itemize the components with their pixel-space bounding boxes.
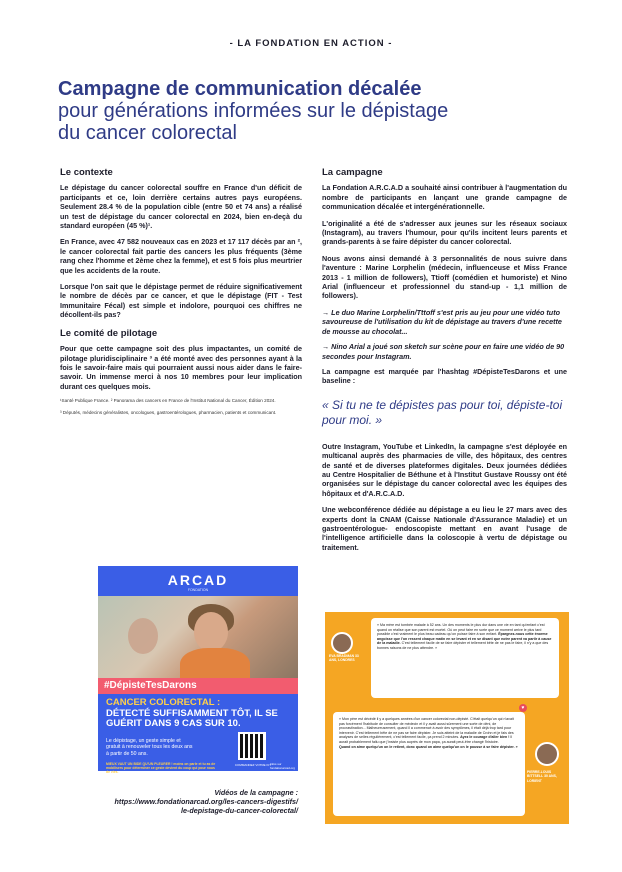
left-column <box>60 168 302 416</box>
videos-url-line1[interactable]: https://www.fondationarcad.org/les-cancers-digestifs/ <box>114 797 298 807</box>
videos-caption <box>80 788 298 816</box>
footnote-2: ³ Députés, médecins généralistes, oncologues, gastroentérologues, pharmacien, patients et communicant. <box>60 410 277 416</box>
testimonials-panel <box>325 612 569 824</box>
campagne-item-1: → Le duo Marine Lorphelin/Tttoff s'est pris au jeu pour une vidéo tuto savoureuse de l'utilisation du kit de dépistage au travers d'une recette de mousse au chocolat... <box>322 307 562 336</box>
poster-person-background <box>128 618 158 654</box>
heading-campagne: La campagne <box>322 167 383 178</box>
contexte-paragraph-3: Lorsque l'on sait que le dépistage permet de réduire significativement le nombre de décès par ce cancer, et que le dépistage (FIT - Test Immunitaire Fécal) est simple et indolore, pourquoi ces chiffres ne décollent-ils pas? <box>60 282 302 320</box>
footnote-1: ¹Santé Publique France. ² Panorama des cancers en France de l'Institut National du Cancer, Édition 2024. <box>60 398 276 404</box>
contexte-paragraph-1: Le dépistage du cancer colorectal souffre en France d'un déficit de participants et ce, loin derrière certains autres pays européens. Seulement 28.4 % de la population cible (entre 50 et 74 ans) a réalisé un test de dépistage du cancer colorectal en 2024, bien en-deçà du standard européen (45 %)¹. <box>60 183 302 231</box>
testimonial-bubble-2: « Mon père est décédé il y a quelques années d'un cancer colorectal non-dépisté. C'était quelqu'un qui n'avait pas forcément l'habitude de consulter de médecin et il y avait aussi sûrement une sorte de déni, de procrastination... Malheureusement, quand il a commencé à avoir des symptômes, il était déjà trop tard pour intervenir. C'est tellement bête de ne pas se faire dépister. Je suis atteint de la maladie de Crohn et je fais des analyses de selles régulièrement, c'est tellement facile, ça prend 2 minutes. Ayez le courage d'aller bien ! Il aurait probablement fallu que j'insiste plus auprès de mon papa, ça aurait peut-être changé l'histoire. Quand on aime quelqu'un on le retient, donc quand on aime quelqu'un on le pousse à se faire dépister. » <box>333 712 525 816</box>
baseline-quote: « Si tu ne te dépistes pas pour toi, dépiste-toi pour moi. » <box>322 397 563 427</box>
title-sub-line2: du cancer colorectal <box>58 122 237 144</box>
testimonial-bubble-1: « Ma mère est tombée malade à 52 ans. Un des moments le plus dur dans une vie en tant qu'enfant c'est quand on réalise que son parent est mortel. Où on peut faire en sorte que ce moment arrive le plus tard possible c'est vraiment le plus beau cadeau qu'on puisse faire à son enfant. Épargnez-nous cette énorme angoisse que l'on ressent chaque matin en se levant et en se disant que notre parent va partir à cause de la maladie. C'est tellement facile de se faire dépister et tellement bête de ne pas le faire, il n'y a que des bonnes raisons de ne plus attendre. » <box>371 618 559 698</box>
article-title <box>58 78 578 144</box>
testimonial-tag-1: EVA BRADMAN 33 ANS, LONDRES <box>329 654 359 663</box>
qr-code-icon <box>238 732 266 760</box>
section-kicker: - LA FONDATION EN ACTION - <box>229 38 393 49</box>
poster-heading-rest: DÉTECTÉ SUFFISAMMENT TÔT, IL SE GUÉRIT DANS 9 CAS SUR 10. <box>106 707 278 729</box>
arcad-logo: ARCAD <box>167 572 229 588</box>
campagne-paragraph-4: La campagne est marquée par l'hashtag #DépisteTesDarons et une baseline : <box>322 366 567 386</box>
poster-person-face <box>194 612 228 652</box>
poster-hashtag: #DépisteTesDarons <box>98 678 298 694</box>
campagne-paragraph-1: La Fondation A.R.C.A.D a souhaité ainsi contribuer à l'augmentation du nombre de participants en lançant une grande campagne de communication décalée et intergénérationnelle. <box>322 183 567 212</box>
poster-heading <box>106 698 296 730</box>
arcad-logo-sub: FONDATION <box>187 588 209 592</box>
poster-footer-right: Infos sur fondationarcad.org <box>270 762 296 770</box>
videos-url-line2[interactable]: le-depistage-du-cancer-colorectal/ <box>180 806 298 816</box>
heading-contexte: Le contexte <box>60 167 113 178</box>
campaign-poster <box>98 566 298 774</box>
testimonial-tag-2: PIERRE-LOUIS BITTSELL 30 ANS, LORIENT <box>527 770 557 783</box>
contexte-paragraph-2: En France, avec 47 582 nouveaux cas en 2023 et 17 117 décès par an ², le cancer colorectal fait partie des cancers les plus fréquents (3ème rang chez l'homme et 2ème chez la femme), et est 5 fois plus meurtrier que les accidents de la route. <box>60 237 302 275</box>
campagne-paragraph-6: Une webconférence dédiée au dépistage a eu lieu le 27 mars avec des experts dont la CNAM (Caisse Nationale d'Assurance Maladie) et un gastroentérologue- endoscopiste mettant en avant l'usage de l'intelligence artificielle dans la coloscopie à vertu de dépistage ou traitement. <box>322 505 567 552</box>
videos-label: Vidéos de la campagne : <box>214 788 298 797</box>
qr-label: COMMANDEZ VOTRE KIT <box>234 763 272 767</box>
comite-paragraph: Pour que cette campagne soit des plus impactantes, un comité de pilotage pluridisciplinaire ³ a été monté avec des personnes ayant à la fois le savoir-faire mais qui pourraient aussi nous aider dans le faire-savoir. Un immense merci à nos 10 membres pour leur implication durant ces quelques mois. <box>60 344 302 391</box>
poster-footer-left: MIEUX VAUT UN BIDE QU'UN PLEURER ! moins on parle et tu as de mobilisers pour déterminer ce geste devient du coup qui pour nous de vies. <box>106 762 216 774</box>
poster-small-text: Le dépistage, un geste simple et gratuit à renouveler tous les deux ans à partir de 50 ans. <box>106 738 193 757</box>
heart-icon: ♥ <box>519 704 527 712</box>
right-column <box>322 168 567 559</box>
title-sub-line1: pour générations informées sur le dépistage <box>58 100 449 122</box>
title-main: Campagne de communication décalée <box>58 78 422 100</box>
poster-heading-highlight: CANCER COLORECTAL : <box>106 697 221 708</box>
campagne-paragraph-2: L'originalité a été de s'adresser aux jeunes sur les réseaux sociaux (Instagram), au travers l'humour, pour qu'ils incitent leurs parents et grands-parents à se faire dépister du cancer colorectal. <box>322 218 567 247</box>
campagne-item-2: → Nino Arial a joué son sketch sur scène pour en faire une vidéo de 90 secondes pour Instagram. <box>322 342 565 361</box>
heading-comite: Le comité de pilotage <box>60 327 158 339</box>
avatar <box>331 632 353 654</box>
avatar <box>535 742 559 766</box>
campagne-paragraph-3: Nous avons ainsi demandé à 3 personnalités de nous suivre dans l'aventure : Marine Lorphelin (médecin, influenceuse et Miss France 2013 - 1 million de followers), Ttioff (comédien et humoriste) et Nino Arial (influenceur et professionnel du stand-up - 1,1 million de followers). <box>322 253 567 301</box>
campagne-paragraph-5: Outre Instagram, YouTube et LinkedIn, la campagne s'est déployée en multicanal auprès des pharmacies de ville, des hôpitaux, des centres de santé et de diverses plateformes digitales. Deux journées dédiées au Centre Hospitalier de Béthune et à l'Institut Gustave Roussy ont été organisées sur le dépistage du cancer colorectal avec les équipes des hôpitaux et d'A.R.C.A.D. <box>322 441 567 498</box>
